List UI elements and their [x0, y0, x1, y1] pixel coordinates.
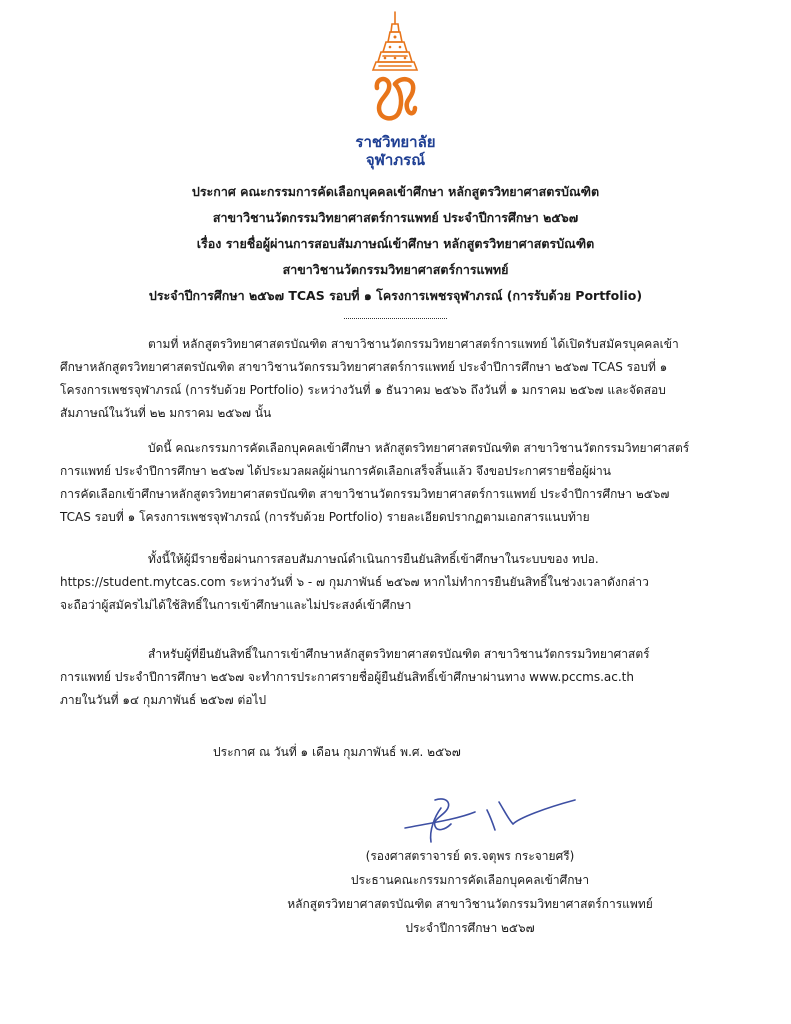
university-name-line1: ราชวิทยาลัย [355, 133, 436, 151]
paragraph4-line: สำหรับผู้ที่ยืนยันสิทธิ์ในการเข้าศึกษาหลักสูตรวิทยาศาสตรบัณฑิต สาขาวิชานวัตกรรมวิทยาศาสตร์ [148, 647, 650, 661]
paragraph4-line: การแพทย์ ประจำปีการศึกษา ๒๕๖๗ จะทำการประกาศรายชื่อผู้ยืนยันสิทธิ์เข้าศึกษาผ่านทาง www.pccms.ac.th [60, 670, 634, 684]
university-emblem [365, 10, 425, 130]
paragraph3-line: ทั้งนี้ให้ผู้มีรายชื่อผ่านการสอบสัมภาษณ์ดำเนินการยืนยันสิทธิ์เข้าศึกษาในระบบของ ทปอ. [148, 552, 599, 566]
paragraph2-line: บัดนี้ คณะกรรมการคัดเลือกบุคคลเข้าศึกษา หลักสูตรวิทยาศาสตรบัณฑิต สาขาวิชานวัตกรรมวิทยาศาสตร์ [148, 441, 690, 455]
paragraph3-line: จะถือว่าผู้สมัครไม่ได้ใช้สิทธิ์ในการเข้าศึกษาและไม่ประสงค์เข้าศึกษา [60, 598, 412, 612]
paragraph1-line: โครงการเพชรจุฬาภรณ์ (การรับด้วย Portfolio) ระหว่างวันที่ ๑ ธันวาคม ๒๕๖๖ ถึงวันที่ ๑ มกราคม ๒๕๖๗ และจัดสอบ [60, 383, 666, 397]
paragraph1-line: ตามที่ หลักสูตรวิทยาศาสตรบัณฑิต สาขาวิชานวัตกรรมวิทยาศาสตร์การแพทย์ ได้เปิดรับสมัครบุคคลเข้า [148, 337, 679, 351]
signatory-position-line2: หลักสูตรวิทยาศาสตรบัณฑิต สาขาวิชานวัตกรรมวิทยาศาสตร์การแพทย์ [287, 897, 653, 911]
paragraph2-line: TCAS รอบที่ ๑ โครงการเพชรจุฬาภรณ์ (การรับด้วย Portfolio) รายละเอียดปรากฏตามเอกสารแนบท้าย [60, 510, 590, 524]
paragraph4-line: ภายในวันที่ ๑๔ กุมภาพันธ์ ๒๕๖๗ ต่อไป [60, 693, 267, 707]
paragraph1-line: สัมภาษณ์ในวันที่ ๒๒ มกราคม ๒๕๖๗ นั้น [60, 406, 272, 420]
announcement-subject-line2: สาขาวิชานวัตกรรมวิทยาศาสตร์การแพทย์ [282, 262, 509, 277]
paragraph2-line: การแพทย์ ประจำปีการศึกษา ๒๕๖๗ ได้ประมวลผลผู้ผ่านการคัดเลือกเสร็จสิ้นแล้ว จึงขอประกาศรายชื่อผู้ผ่าน [60, 464, 611, 478]
paragraph1-line: ศึกษาหลักสูตรวิทยาศาสตรบัณฑิต สาขาวิชานวัตกรรมวิทยาศาสตร์การแพทย์ ประจำปีการศึกษา ๒๕๖๗ TCAS รอบที่ ๑ [60, 360, 668, 374]
announcement-subject-line3: ประจำปีการศึกษา ๒๕๖๗ TCAS รอบที่ ๑ โครงการเพชรจุฬาภรณ์ (การรับด้วย Portfolio) [148, 288, 643, 303]
signatory-position-line3: ประจำปีการศึกษา ๒๕๖๗ [405, 921, 535, 935]
paragraph2-line: การคัดเลือกเข้าศึกษาหลักสูตรวิทยาศาสตรบัณฑิต สาขาวิชานวัตกรรมวิทยาศาสตร์การแพทย์ ประจำปีการศึกษา ๒๕๖๗ [60, 487, 670, 501]
announcement-subject-line1: เรื่อง รายชื่อผู้ผ่านการสอบสัมภาษณ์เข้าศึกษา หลักสูตรวิทยาศาสตรบัณฑิต [196, 236, 595, 251]
announce-date: ประกาศ ณ วันที่ ๑ เดือน กุมภาพันธ์ พ.ศ. ๒๕๖๗ [213, 745, 461, 759]
announcement-title-line2: สาขาวิชานวัตกรรมวิทยาศาสตร์การแพทย์ ประจำปีการศึกษา ๒๕๖๗ [212, 210, 579, 225]
announcement-title-line1: ประกาศ คณะกรรมการคัดเลือกบุคคลเข้าศึกษา หลักสูตรวิทยาศาสตรบัณฑิต [191, 184, 600, 199]
paragraph3-line: https://student.mytcas.com ระหว่างวันที่ ๖ - ๗ กุมภาพันธ์ ๒๕๖๗ หากไม่ทำการยืนยันสิทธิ์ในช่วงเวลาดังกล่าว [60, 575, 649, 589]
signatory-name: (รองศาสตราจารย์ ดร.จตุพร กระจายศรี) [365, 849, 575, 863]
heading-divider [344, 318, 447, 319]
signatory-position-line1: ประธานคณะกรรมการคัดเลือกบุคคลเข้าศึกษา [350, 873, 590, 887]
handwritten-signature [395, 790, 585, 850]
university-name-line2: จุฬาภรณ์ [365, 151, 426, 169]
